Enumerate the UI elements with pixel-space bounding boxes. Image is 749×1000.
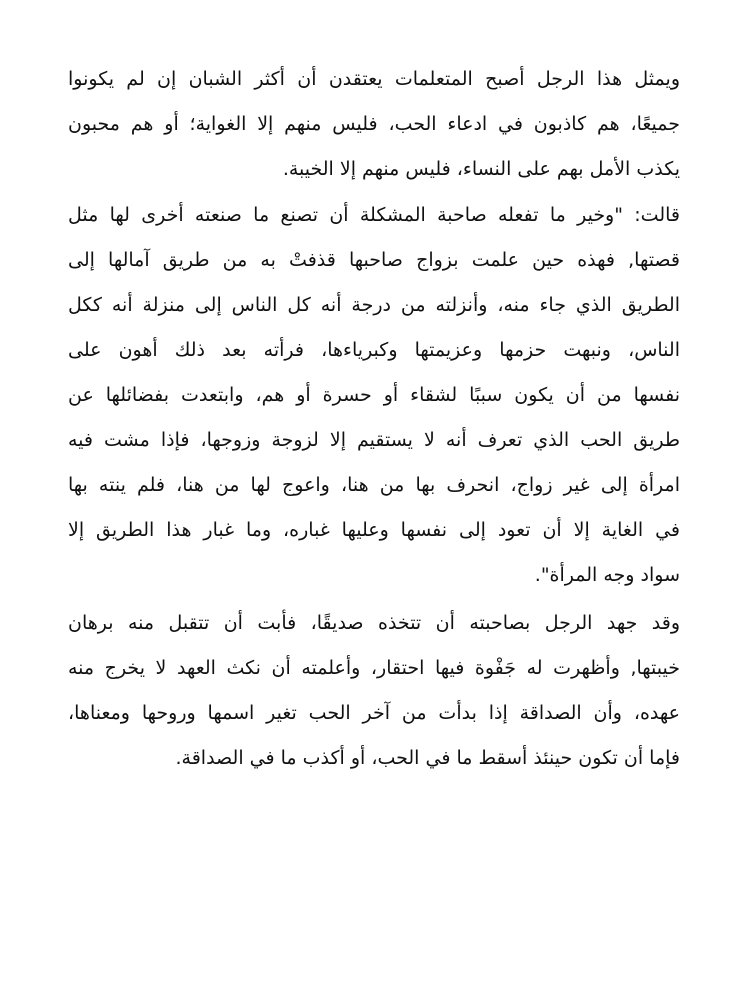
text-line: فإما أن تكون حينئذ أسقط ما في الحب، أو أكذب ما في الصداقة.: [175, 747, 680, 769]
text-line: وقد جهد الرجل بصاحبته أن تتخذه صديقًا، فأبت أن تتقبل منه برهان: [68, 612, 680, 634]
text-line: سواد وجه المرأة".: [534, 564, 680, 586]
paragraph-1: [68, 57, 680, 192]
text-line: قالت: "وخير ما تفعله صاحبة المشكلة أن تصنع ما صنعته أخرى لها مثل: [68, 204, 680, 226]
text-line: في الغاية إلا أن تعود إلى نفسها وعليها غباره، وما غبار هذا الطريق إلا: [68, 519, 680, 541]
text-line: الناس، ونبهت حزمها وعزيمتها وكبرياءها، فرأته بعد ذلك أهون على: [68, 339, 680, 361]
text-line: امرأة إلى غير زواج، انحرف بها من هنا، واعوج لها من هنا، فلم ينته بها: [68, 474, 680, 496]
text-line: الطريق الذي جاء منه، وأنزلته من درجة أنه كل الناس إلى منزلة أنه ككل: [68, 294, 680, 316]
text-line: نفسها من أن يكون سببًا لشقاء أو حسرة أو هم، وابتعدت بفضائلها عن: [68, 384, 680, 406]
text-line: قصتها, فهذه حين علمت بزواج صاحبها قذفتْ به من طريق آمالها إلى: [68, 249, 680, 271]
text-line: جميعًا، هم كاذبون في ادعاء الحب، فليس منهم إلا الغواية؛ أو هم محبون: [68, 113, 680, 135]
paragraph-2: [68, 193, 680, 598]
text-line: طريق الحب الذي تعرف أنه لا يستقيم إلا لزوجة وزوجها، فإذا مشت فيه: [68, 429, 680, 451]
text-line: عهده، وأن الصداقة إذا بدأت من آخر الحب تغير اسمها وروحها ومعناها،: [68, 702, 680, 724]
text-line: يكذب الأمل بهم على النساء، فليس منهم إلا الخيبة.: [282, 158, 680, 180]
text-line: ويمثل هذا الرجل أصبح المتعلمات يعتقدن أن أكثر الشبان إن لم يكونوا: [68, 68, 680, 90]
paragraph-3: [68, 601, 680, 781]
text-line: خيبتها, وأظهرت له جَفْوة فيها احتقار، وأعلمته أن نكث العهد لا يخرج منه: [68, 657, 680, 679]
